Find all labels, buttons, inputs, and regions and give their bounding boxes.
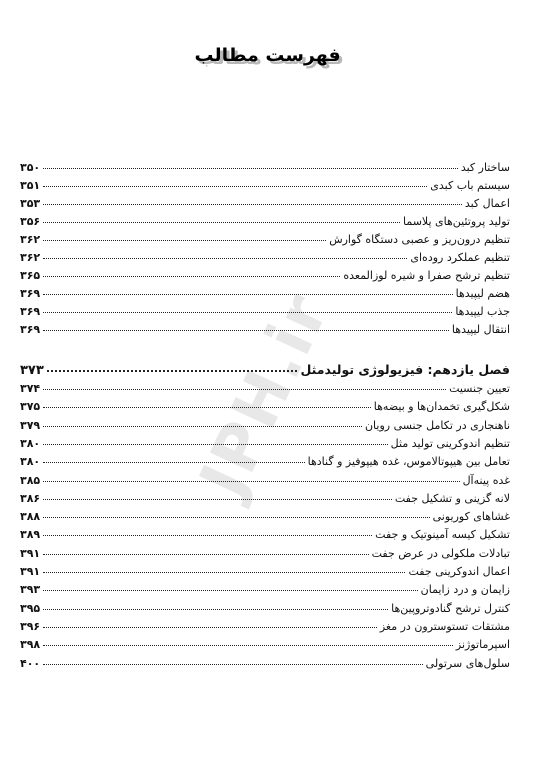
toc-entry-title: اسپرماتوژنز xyxy=(455,638,510,652)
dot-leader xyxy=(43,489,392,500)
dot-leader xyxy=(43,471,459,482)
toc-entry-title: ناهنجاری در تکامل جنسی رویان xyxy=(364,418,510,432)
dot-leader xyxy=(43,302,452,313)
dot-leader xyxy=(43,284,452,295)
toc-row xyxy=(20,491,510,509)
toc-entry-title: غشاهای کوریونی xyxy=(432,510,510,524)
toc-page-number: ۳۷۹ xyxy=(20,418,41,432)
dot-leader xyxy=(43,617,377,628)
page-title: فهرست مطالب xyxy=(194,45,342,66)
toc-page-number: ۳۸۹ xyxy=(20,528,41,542)
toc-entry-title: اعمال اندوکرینی جفت xyxy=(408,565,510,578)
toc-row xyxy=(20,637,510,655)
dot-leader xyxy=(43,194,462,205)
chapter-title: فصل یازدهم: فیزیولوژی تولیدمثل xyxy=(300,362,510,377)
toc-page-number: ۳۸۵ xyxy=(20,473,41,487)
dot-leader xyxy=(43,562,405,573)
toc-entry-title: کنترل ترشح گنادوتروپین‌ها xyxy=(391,601,510,615)
dot-leader xyxy=(43,248,407,259)
dot-leader xyxy=(43,654,423,665)
dot-leader xyxy=(43,452,304,463)
toc-entry-title: تشکیل کیسه آمینوتیک و جفت xyxy=(375,528,510,542)
toc-page-number: ۳۹۵ xyxy=(20,601,41,615)
toc-page-number: ۳۹۱ xyxy=(20,565,41,578)
toc-entry-title: اعمال کبد xyxy=(464,197,510,210)
table-of-contents xyxy=(20,0,510,768)
toc-page-number: ۳۸۸ xyxy=(20,510,41,524)
dot-leader xyxy=(43,320,449,331)
toc-entry-title: تنظیم عملکرد روده‌ای xyxy=(410,251,510,264)
toc-row xyxy=(20,546,510,564)
toc-entry-title: انتقال لیپیدها xyxy=(451,323,510,336)
chapter-page-number: ۳۷۳ xyxy=(20,363,44,378)
toc-page-number: ۳۸۰ xyxy=(20,436,41,450)
dot-leader xyxy=(43,230,326,241)
toc-row xyxy=(20,564,510,582)
toc-row xyxy=(20,601,510,619)
toc-page-number: ۳۵۳ xyxy=(20,197,41,210)
dot-leader xyxy=(43,580,417,591)
toc-page-number: ۳۹۶ xyxy=(20,619,41,633)
dot-leader xyxy=(43,158,458,169)
toc-entry-title: تعامل بین هیپوتالاموس، غده هیپوفیز و گنادها xyxy=(307,455,510,469)
toc-page-number: ۳۶۵ xyxy=(20,269,41,282)
toc-entry-title: لانه گزینی و تشکیل جفت xyxy=(394,491,510,505)
dot-leader xyxy=(43,434,388,445)
toc-page-number: ۳۷۴ xyxy=(20,382,41,395)
dot-leader xyxy=(43,599,388,610)
toc-row xyxy=(20,619,510,637)
toc-entry-title: شکل‌گیری تخمدان‌ها و بیضه‌ها xyxy=(373,400,510,414)
toc-row xyxy=(20,454,510,472)
toc-page-number: ۴۰۰ xyxy=(20,656,41,670)
toc-entry-title: زایمان و درد زایمان xyxy=(420,583,510,597)
toc-page-number: ۳۸۶ xyxy=(20,491,41,505)
toc-page-number: ۳۶۹ xyxy=(20,305,41,318)
toc-entry-title: غده پینه‌آل xyxy=(462,473,510,487)
dot-leader xyxy=(43,266,340,277)
toc-page-number: ۳۹۱ xyxy=(20,546,41,560)
dot-leader xyxy=(43,635,453,646)
dot-leader xyxy=(43,525,372,536)
watermark: JPH.ir xyxy=(186,282,344,508)
toc-entry-title: تولید پروتئین‌های پلاسما xyxy=(402,215,510,228)
toc-row xyxy=(20,656,510,674)
chapter-row xyxy=(20,362,510,380)
toc-page-number: ۳۶۲ xyxy=(20,233,41,246)
toc-page-number: ۳۵۶ xyxy=(20,215,41,228)
dot-leader xyxy=(43,544,368,555)
toc-page-number: ۳۹۸ xyxy=(20,638,41,652)
dot-leader xyxy=(43,176,427,187)
dot-leader xyxy=(43,507,429,518)
toc-row xyxy=(20,436,510,454)
toc-entry-title: تنظیم اندوکرینی تولید مثل xyxy=(390,436,510,450)
toc-row xyxy=(20,418,510,436)
dot-leader xyxy=(43,416,362,427)
toc-row xyxy=(20,582,510,600)
toc-entry-title: ساختار کبد xyxy=(460,161,510,174)
toc-page-number: ۳۵۰ xyxy=(20,161,41,174)
toc-row xyxy=(20,399,510,417)
toc-row xyxy=(20,527,510,545)
toc-entry-title: تنظیم درون‌ریز و عصبی دستگاه گوارش xyxy=(329,233,510,246)
toc-page-number: ۳۶۹ xyxy=(20,287,41,300)
toc-entry-title: جذب لیپیدها xyxy=(455,305,510,318)
toc-entry-title: سلول‌های سرتولی xyxy=(425,656,510,670)
toc-row xyxy=(20,322,510,340)
toc-row xyxy=(20,473,510,491)
toc-page-number: ۳۵۱ xyxy=(20,179,41,192)
dot-leader xyxy=(47,360,298,372)
toc-entry-title: مشتقات تستوسترون در مغز xyxy=(379,619,510,633)
toc-row xyxy=(20,381,510,399)
toc-entry-title: تبادلات ملکولی در عرض جفت xyxy=(371,546,510,560)
toc-row xyxy=(20,509,510,527)
toc-entry-title: سیستم باب کبدی xyxy=(430,179,510,192)
dot-leader xyxy=(43,397,371,408)
dot-leader xyxy=(43,379,446,390)
toc-entry-title: هضم لیپیدها xyxy=(455,287,510,300)
dot-leader xyxy=(43,212,400,223)
toc-page-number: ۳۸۰ xyxy=(20,455,41,469)
toc-page-number: ۳۹۳ xyxy=(20,583,41,597)
toc-entry-title: تعیین جنسیت xyxy=(449,382,510,395)
toc-entry-title: تنظیم ترشح صفرا و شیره لوزالمعده xyxy=(343,269,510,282)
toc-page-number: ۳۷۵ xyxy=(20,400,41,414)
toc-page-number: ۳۶۲ xyxy=(20,251,41,264)
toc-page-number: ۳۶۹ xyxy=(20,323,41,336)
